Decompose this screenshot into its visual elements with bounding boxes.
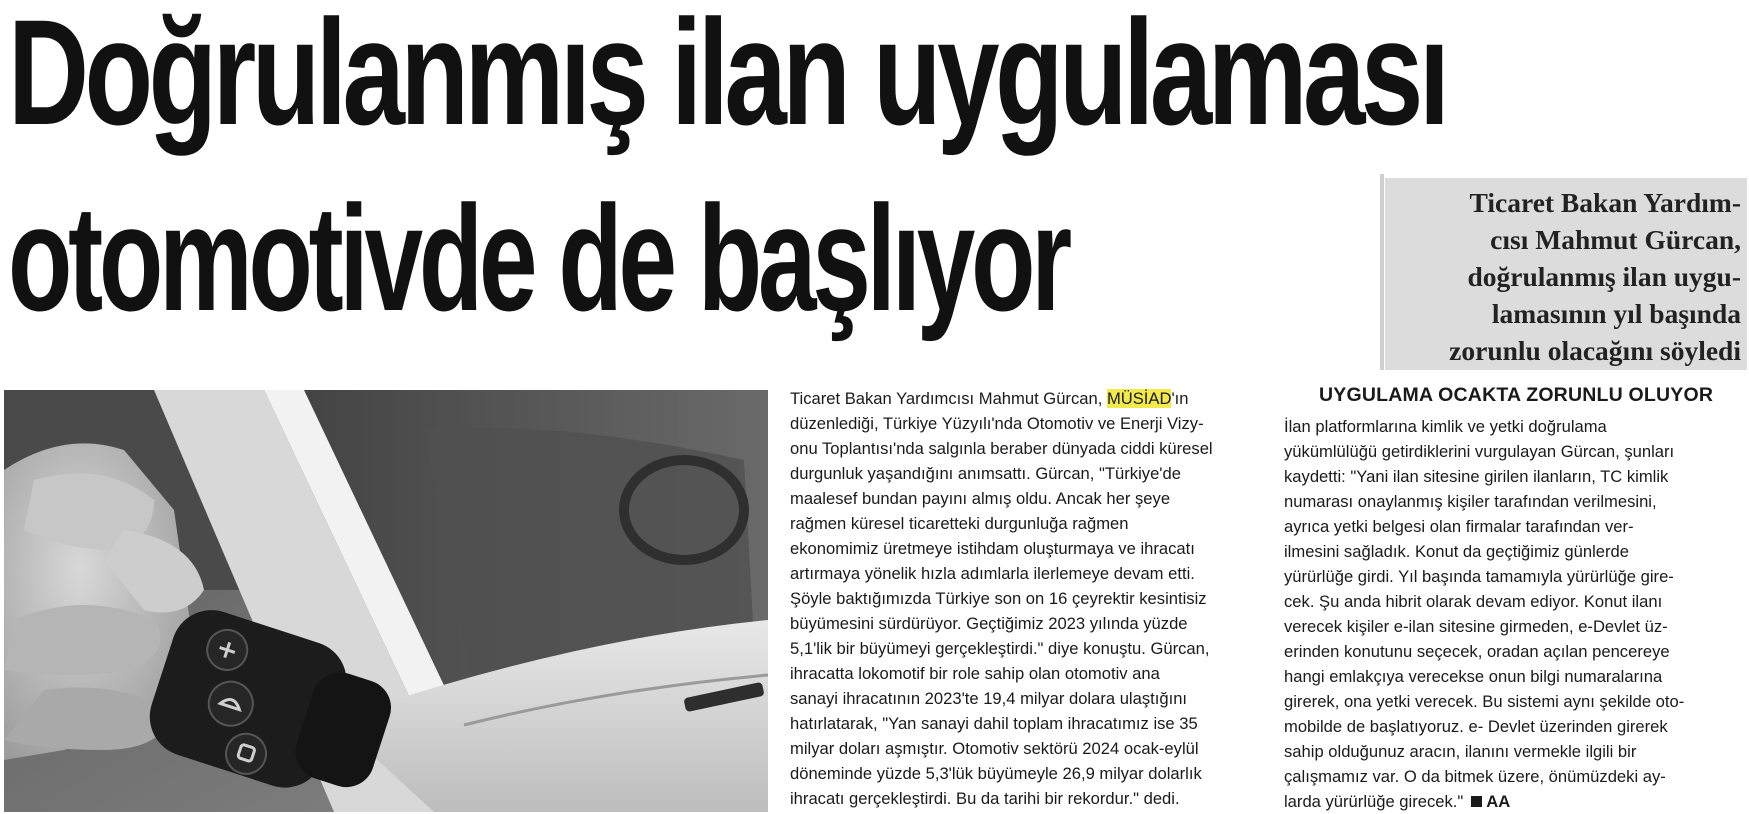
body-line: sanayi ihracatının 2023'te 19,4 milyar dolara ulaştığını bbox=[790, 689, 1188, 708]
body-line: ihracatı gerçekleştirdi. Bu da tarihi bir rekordur." dedi. bbox=[790, 789, 1180, 808]
body-line: ekonomimiz üretmeye istihdam oluşturmaya ve ihracatı bbox=[790, 539, 1195, 558]
car-key-photo bbox=[4, 390, 768, 812]
body-line: ilmesini sağladık. Konut da geçtiğimiz günlerde bbox=[1284, 542, 1629, 561]
body-column-middle bbox=[790, 386, 1260, 811]
body-line: hatırlatarak, "Yan sanayi dahil toplam ihracatımız ise 35 bbox=[790, 714, 1198, 733]
body-line: yürürlüğe girdi. Yıl başında tamamıyla yürürlüğe gire- bbox=[1284, 567, 1674, 586]
body-text: Ticaret Bakan Yardımcısı Mahmut Gürcan, bbox=[790, 389, 1107, 408]
body-line: büyümesini sürdürüyor. Geçtiğimiz 2023 yılında yüzde bbox=[790, 614, 1188, 633]
body-line: milyar doları aşmıştır. Otomotiv sektörü 2024 ocak-eylül bbox=[790, 739, 1199, 758]
body-column-right bbox=[1284, 414, 1744, 814]
body-line: yükümlülüğü getirdiklerini vurgulayan Gürcan, şunları bbox=[1284, 442, 1675, 461]
body-line: hangi emlakçıya verecekse onun bilgi numaralarına bbox=[1284, 667, 1663, 686]
deck-line: doğrulanmış ilan uygu- bbox=[1467, 261, 1741, 292]
body-line-last bbox=[1284, 789, 1744, 814]
section-subheading: UYGULAMA OCAKTA ZORUNLU OLUYOR bbox=[1319, 384, 1714, 406]
body-line: maalesef bundan payını almış oldu. Ancak her şeye bbox=[790, 489, 1171, 508]
body-line: mobilde de başlatıyoruz. e- Devlet üzerinden girerek bbox=[1284, 717, 1668, 736]
body-line: ihracatta lokomotif bir role sahip olan otomotiv ana bbox=[790, 664, 1160, 683]
body-line: numarası onaylanmış kişiler tarafından verilmesini, bbox=[1284, 492, 1657, 511]
headline-line-2: otomotivde de başlıyor bbox=[8, 174, 1068, 342]
body-line: erinden konutunu seçecek, oradan açılan pencereye bbox=[1284, 642, 1670, 661]
body-line: rağmen küresel ticaretteki durgunluğa rağmen bbox=[790, 514, 1129, 533]
body-line: verecek kişiler e-ilan sitesine girmeden, e-Devlet üz- bbox=[1284, 617, 1668, 636]
deck-summary bbox=[1385, 178, 1747, 370]
deck-line: Ticaret Bakan Yardım- bbox=[1469, 187, 1741, 218]
body-text: 'ın bbox=[1171, 389, 1189, 408]
headline-line-1: Doğrulanmış ilan uygulaması bbox=[8, 0, 1446, 156]
body-line: girerek, ona yetki verecek. Bu sistemi aynı şekilde oto- bbox=[1284, 692, 1685, 711]
body-line: onu Toplantısı'nda salgınla beraber dünyada ciddi küresel bbox=[790, 439, 1213, 458]
body-line: 5,1'lik bir büyümeyi gerçekleştirdi." diye konuştu. Gürcan, bbox=[790, 639, 1210, 658]
body-line: kaydetti: "Yani ilan sitesine girilen ilanların, TC kimlik bbox=[1284, 467, 1669, 486]
deck-line: cısı Mahmut Gürcan, bbox=[1490, 224, 1741, 255]
body-line: ayrıca yetki belgesi olan firmalar tarafından ver- bbox=[1284, 517, 1634, 536]
deck-shadow bbox=[1380, 174, 1384, 370]
body-line: sahip olduğunuz aracın, ilanını vermekle ilgili bir bbox=[1284, 742, 1637, 761]
agency-credit: AA bbox=[1486, 792, 1511, 811]
body-line: Şöyle baktığımızda Türkiye son on 16 çeyrektir kesintisiz bbox=[790, 589, 1207, 608]
highlighted-term: MÜSİAD bbox=[1106, 389, 1172, 408]
body-line bbox=[790, 386, 1260, 411]
body-text: larda yürürlüğe girecek." bbox=[1284, 792, 1464, 811]
body-line: cek. Şu anda hibrit olarak devam ediyor. Konut ilanı bbox=[1284, 592, 1663, 611]
car-key-photo-icon bbox=[4, 390, 768, 812]
body-line: durgunluk yaşandığını anımsattı. Gürcan, "Türkiye'de bbox=[790, 464, 1181, 483]
body-line: düzenlediği, Türkiye Yüzyılı'nda Otomotiv ve Enerji Vizy- bbox=[790, 414, 1204, 433]
deck-line: zorunlu olacağını söyledi bbox=[1449, 335, 1741, 366]
body-line: İlan platformlarına kimlik ve yetki doğrulama bbox=[1284, 417, 1607, 436]
body-line: döneminde yüzde 5,3'lük büyümeyle 26,9 milyar dolarlık bbox=[790, 764, 1202, 783]
end-square-icon bbox=[1471, 796, 1482, 807]
body-line: çalışmamız var. O da bitmek üzere, önümüzdeki ay- bbox=[1284, 767, 1666, 786]
deck-line: lamasının yıl başında bbox=[1491, 298, 1741, 329]
body-line: artırmaya yönelik hızla adımlarla ilerlemeye devam etti. bbox=[790, 564, 1195, 583]
